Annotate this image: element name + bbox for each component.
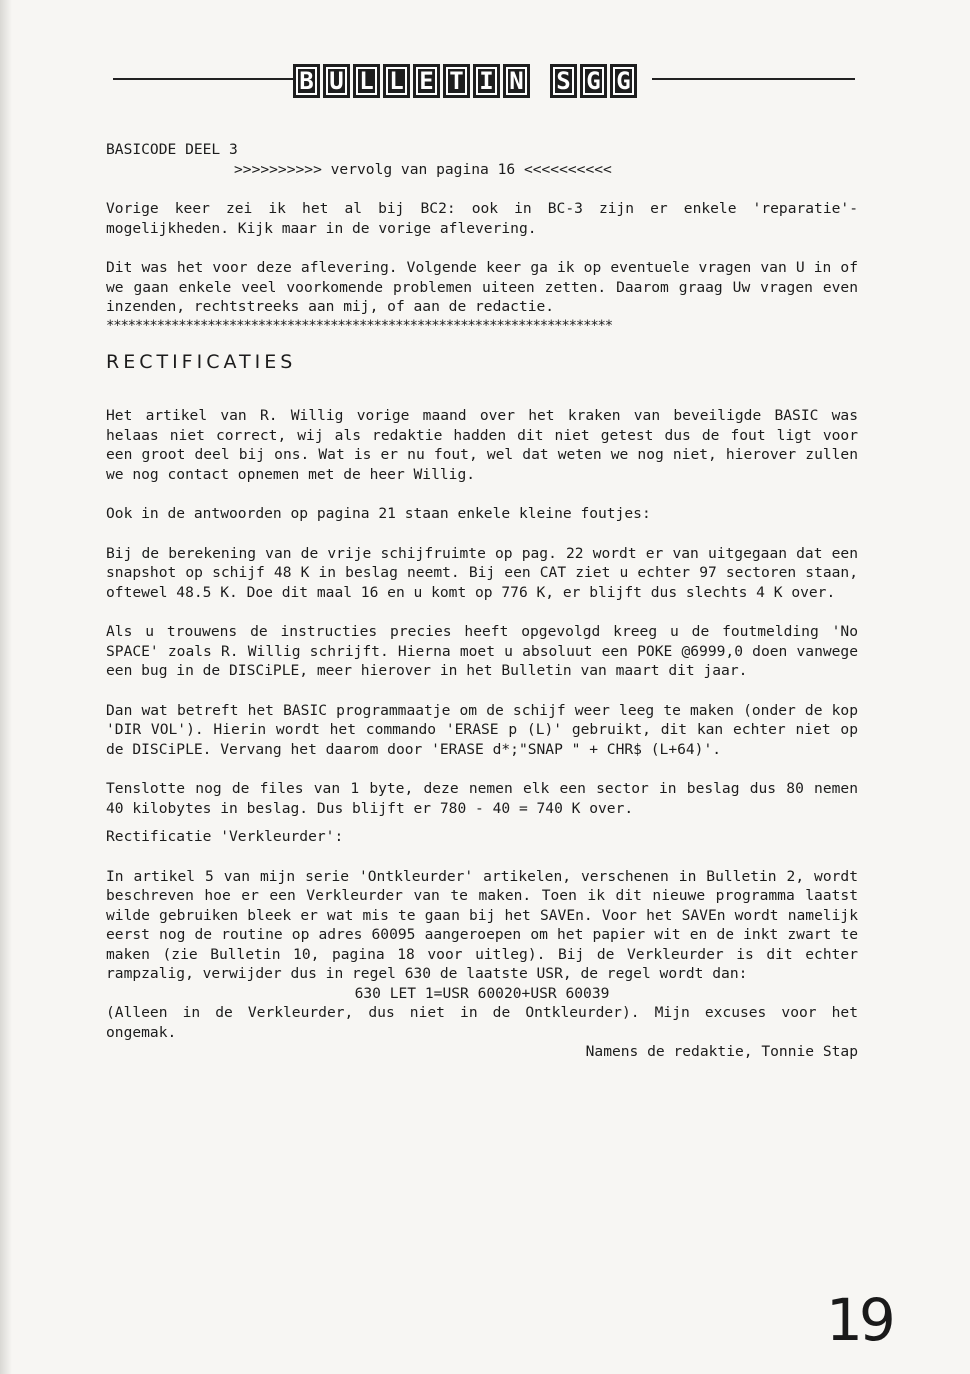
masthead-letter: L bbox=[353, 64, 380, 98]
masthead-letter: S bbox=[550, 64, 577, 98]
masthead-letter: G bbox=[580, 64, 607, 98]
masthead-letter: B bbox=[293, 64, 320, 98]
rect-paragraph-5: Dan wat betreft het BASIC programmaatje om de schijf weer leeg te maken (onder de kop 'DIR VOL'). Hierin wordt het commando 'ERASE p (L)' gebruikt, dit kan echter niet op de DISCiPLE. Vervang het daarom door 'ERASE d*;"SNAP " + CHR$ (L+64)'. bbox=[106, 701, 858, 758]
masthead-letter: T bbox=[443, 64, 470, 98]
section-heading-rectificaties: RECTIFICATIES bbox=[106, 350, 297, 373]
page-edge-shadow bbox=[0, 0, 12, 1374]
masthead-bulletin-sgg bbox=[293, 62, 637, 100]
header-rule-right bbox=[652, 78, 855, 80]
star-divider: ********************************************************************** bbox=[106, 317, 613, 334]
page-number: 19 bbox=[826, 1286, 892, 1354]
basicode-paragraph-2: Dit was het voor deze aflevering. Volgende keer ga ik op eventuele vragen van U in of we gaan enkele veel voorkomende problemen uiteen zetten. Daarom graag Uw vragen even inzenden, rechtstreeks aan mij, of aan de redactie. bbox=[106, 259, 858, 315]
masthead-letter: G bbox=[610, 64, 637, 98]
rect-subheading-verkleurder: Rectificatie 'Verkleurder': bbox=[106, 828, 344, 845]
code-line: 630 LET 1=USR 60020+USR 60039 bbox=[354, 984, 610, 1002]
masthead-letter: N bbox=[503, 64, 530, 98]
rect-paragraph-3: Bij de berekening van de vrije schijfruimte op pag. 22 wordt er van uitgegaan dat een snapshot op schijf 48 K in beslag neemt. Bij een CAT ziet u echter 97 sectoren staan, oftewel 48.5 K. Doe dit maal 16 en u komt op 776 K, er blijft dus slechts 4 K over. bbox=[106, 544, 858, 601]
basicode-heading: BASICODE DEEL 3 bbox=[106, 141, 238, 158]
continued-note: >>>>>>>>>> vervolg van pagina 16 <<<<<<<<<< bbox=[234, 160, 612, 178]
rect-paragraph-8: In artikel 5 van mijn serie 'Ontkleurder' artikelen, verschenen in Bulletin 2, wordt beschreven hoe er een Verkleurder van te maken. Toen ik dit nieuwe programma laatst wilde gebruiken bleek er wat mis te gaan bij het SAVEn. Voor het SAVEn wordt namelijk eerst nog de routine op adres 60095 aangeroepen om het papier wit en de inkt zwart te maken (zie Bulletin 10, pagina 18 voor uitleg). Bij de Verkleurder is dit echter rampzalig, verwijder dus in regel 630 de laatste USR, de regel wordt dan: bbox=[106, 867, 858, 982]
rect-paragraph-6: Tenslotte nog de files van 1 byte, deze nemen elk een sector in beslag dus 80 nemen 40 kilobytes in beslag. Dus blijft er 780 - 40 = 740 K over. bbox=[106, 780, 858, 817]
rect-paragraph-9: (Alleen in de Verkleurder, dus niet in de Ontkleurder). Mijn excuses voor het ongemak. bbox=[106, 1004, 858, 1041]
article-body bbox=[106, 140, 858, 1062]
rect-paragraph-2: Ook in de antwoorden op pagina 21 staan enkele kleine foutjes: bbox=[106, 505, 651, 522]
signature: Namens de redaktie, Tonnie Stap bbox=[585, 1043, 858, 1060]
masthead-letter: L bbox=[383, 64, 410, 98]
masthead-letter: I bbox=[473, 64, 500, 98]
masthead-letter: E bbox=[413, 64, 440, 98]
rect-paragraph-1: Het artikel van R. Willig vorige maand over het kraken van beveiligde BASIC was helaas niet correct, wij als redaktie hadden dit niet getest dus de fout ligt voor een groot deel bij ons. Wat is er nu fout, wel dat weten we nog niet, hierover zullen we nog contact opnemen met de heer Willig. bbox=[106, 407, 858, 483]
basicode-paragraph-1: Vorige keer zei ik het al bij BC2: ook in BC-3 zijn er enkele 'reparatie'-mogelijkheden. Kijk maar in de vorige aflevering. bbox=[106, 200, 858, 237]
rect-paragraph-4: Als u trouwens de instructies precies heeft opgevolgd kreeg u de foutmelding 'No SPACE' zoals R. Willig schrijft. Hierna moet u absoluut een POKE @6999,0 doen vanwege een bug in de DISCiPLE, meer hierover in het Bulletin van maart dit jaar. bbox=[106, 623, 858, 679]
header-rule-left bbox=[113, 78, 293, 80]
masthead-letter: U bbox=[323, 64, 350, 98]
